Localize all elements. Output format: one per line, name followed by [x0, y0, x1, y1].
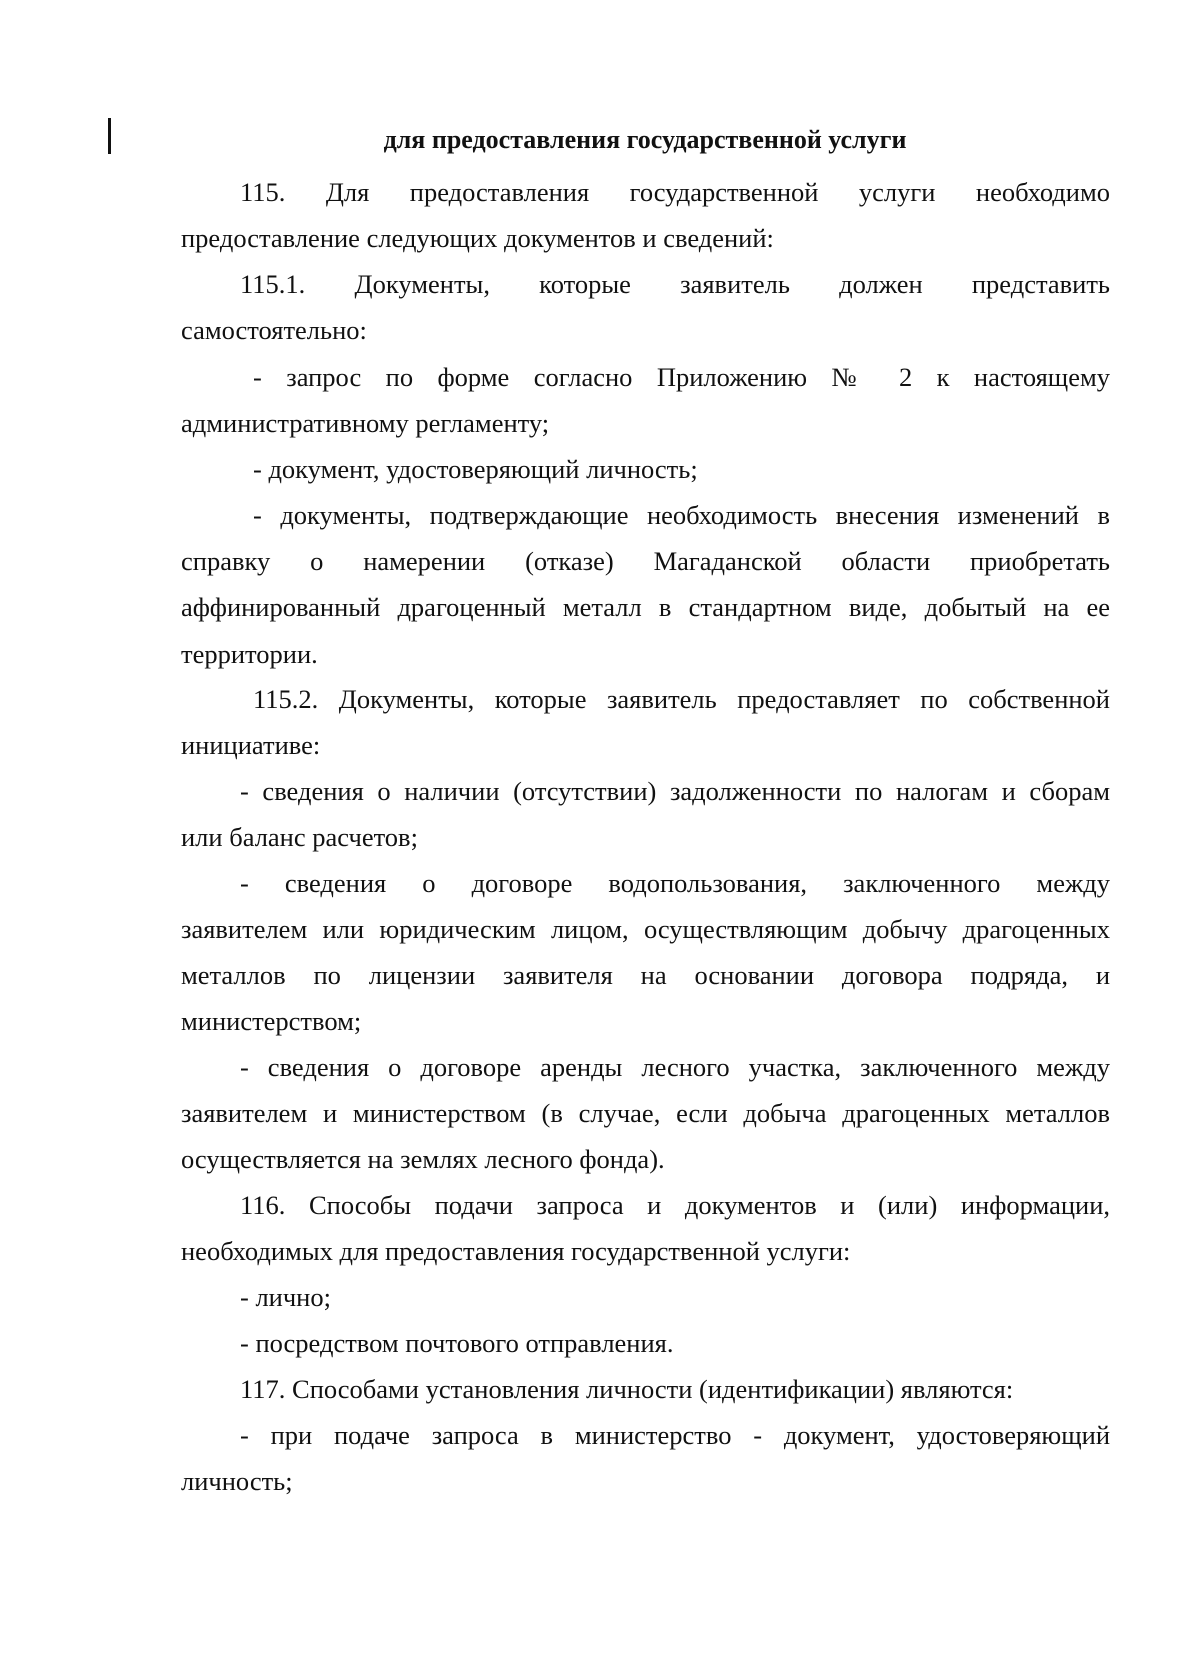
text-line: - запрос по форме согласно Приложению № 2 к настоящему	[253, 362, 1110, 392]
text-line: - документ, удостоверяющий личность;	[253, 454, 698, 484]
text-line: 115.2. Документы, которые заявитель предоставляет по собственной	[253, 684, 1110, 714]
text-line: - посредством почтового отправления.	[240, 1328, 674, 1358]
text-line: - при подаче запроса в министерство - документ, удостоверяющий	[240, 1420, 1110, 1450]
text-line: заявителем и министерством (в случае, если добыча драгоценных металлов	[181, 1098, 1110, 1128]
text-line: - сведения о договоре водопользования, заключенного между	[240, 868, 1110, 898]
text-line: необходимых для предоставления государственной услуги:	[181, 1236, 851, 1266]
text-line: справку о намерении (отказе) Магаданской области приобретать	[181, 546, 1110, 576]
text-line: металлов по лицензии заявителя на основании договора подряда, и	[181, 960, 1110, 990]
text-line: - сведения о договоре аренды лесного участка, заключенного между	[240, 1052, 1110, 1082]
text-line: инициативе:	[181, 730, 321, 760]
text-line: территории.	[181, 639, 318, 669]
text-line: - сведения о наличии (отсутствии) задолженности по налогам и сборам	[240, 776, 1110, 806]
text-line: предоставление следующих документов и сведений:	[181, 223, 774, 253]
text-line: осуществляется на землях лесного фонда).	[181, 1144, 665, 1174]
section-heading: для предоставления государственной услуги	[383, 125, 907, 154]
text-line: аффинированный драгоценный металл в стандартном виде, добытый на ее	[181, 592, 1110, 622]
text-line: личность;	[181, 1466, 293, 1496]
text-line: 116. Способы подачи запроса и документов и (или) информации,	[240, 1190, 1110, 1220]
text-line: 117. Способами установления личности (идентификации) являются:	[240, 1374, 1014, 1404]
text-line: министерством;	[181, 1006, 362, 1036]
text-line: административному регламенту;	[181, 408, 550, 438]
text-line: 115.1. Документы, которые заявитель должен представить	[240, 269, 1110, 299]
text-line: - лично;	[240, 1282, 331, 1312]
text-line: заявителем или юридическим лицом, осуществляющим добычу драгоценных	[181, 914, 1110, 944]
text-line: - документы, подтверждающие необходимость внесения изменений в	[253, 500, 1110, 530]
text-line: 115. Для предоставления государственной услуги необходимо	[240, 177, 1110, 207]
text-line: самостоятельно:	[181, 315, 367, 345]
text-line: или баланс расчетов;	[181, 822, 418, 852]
